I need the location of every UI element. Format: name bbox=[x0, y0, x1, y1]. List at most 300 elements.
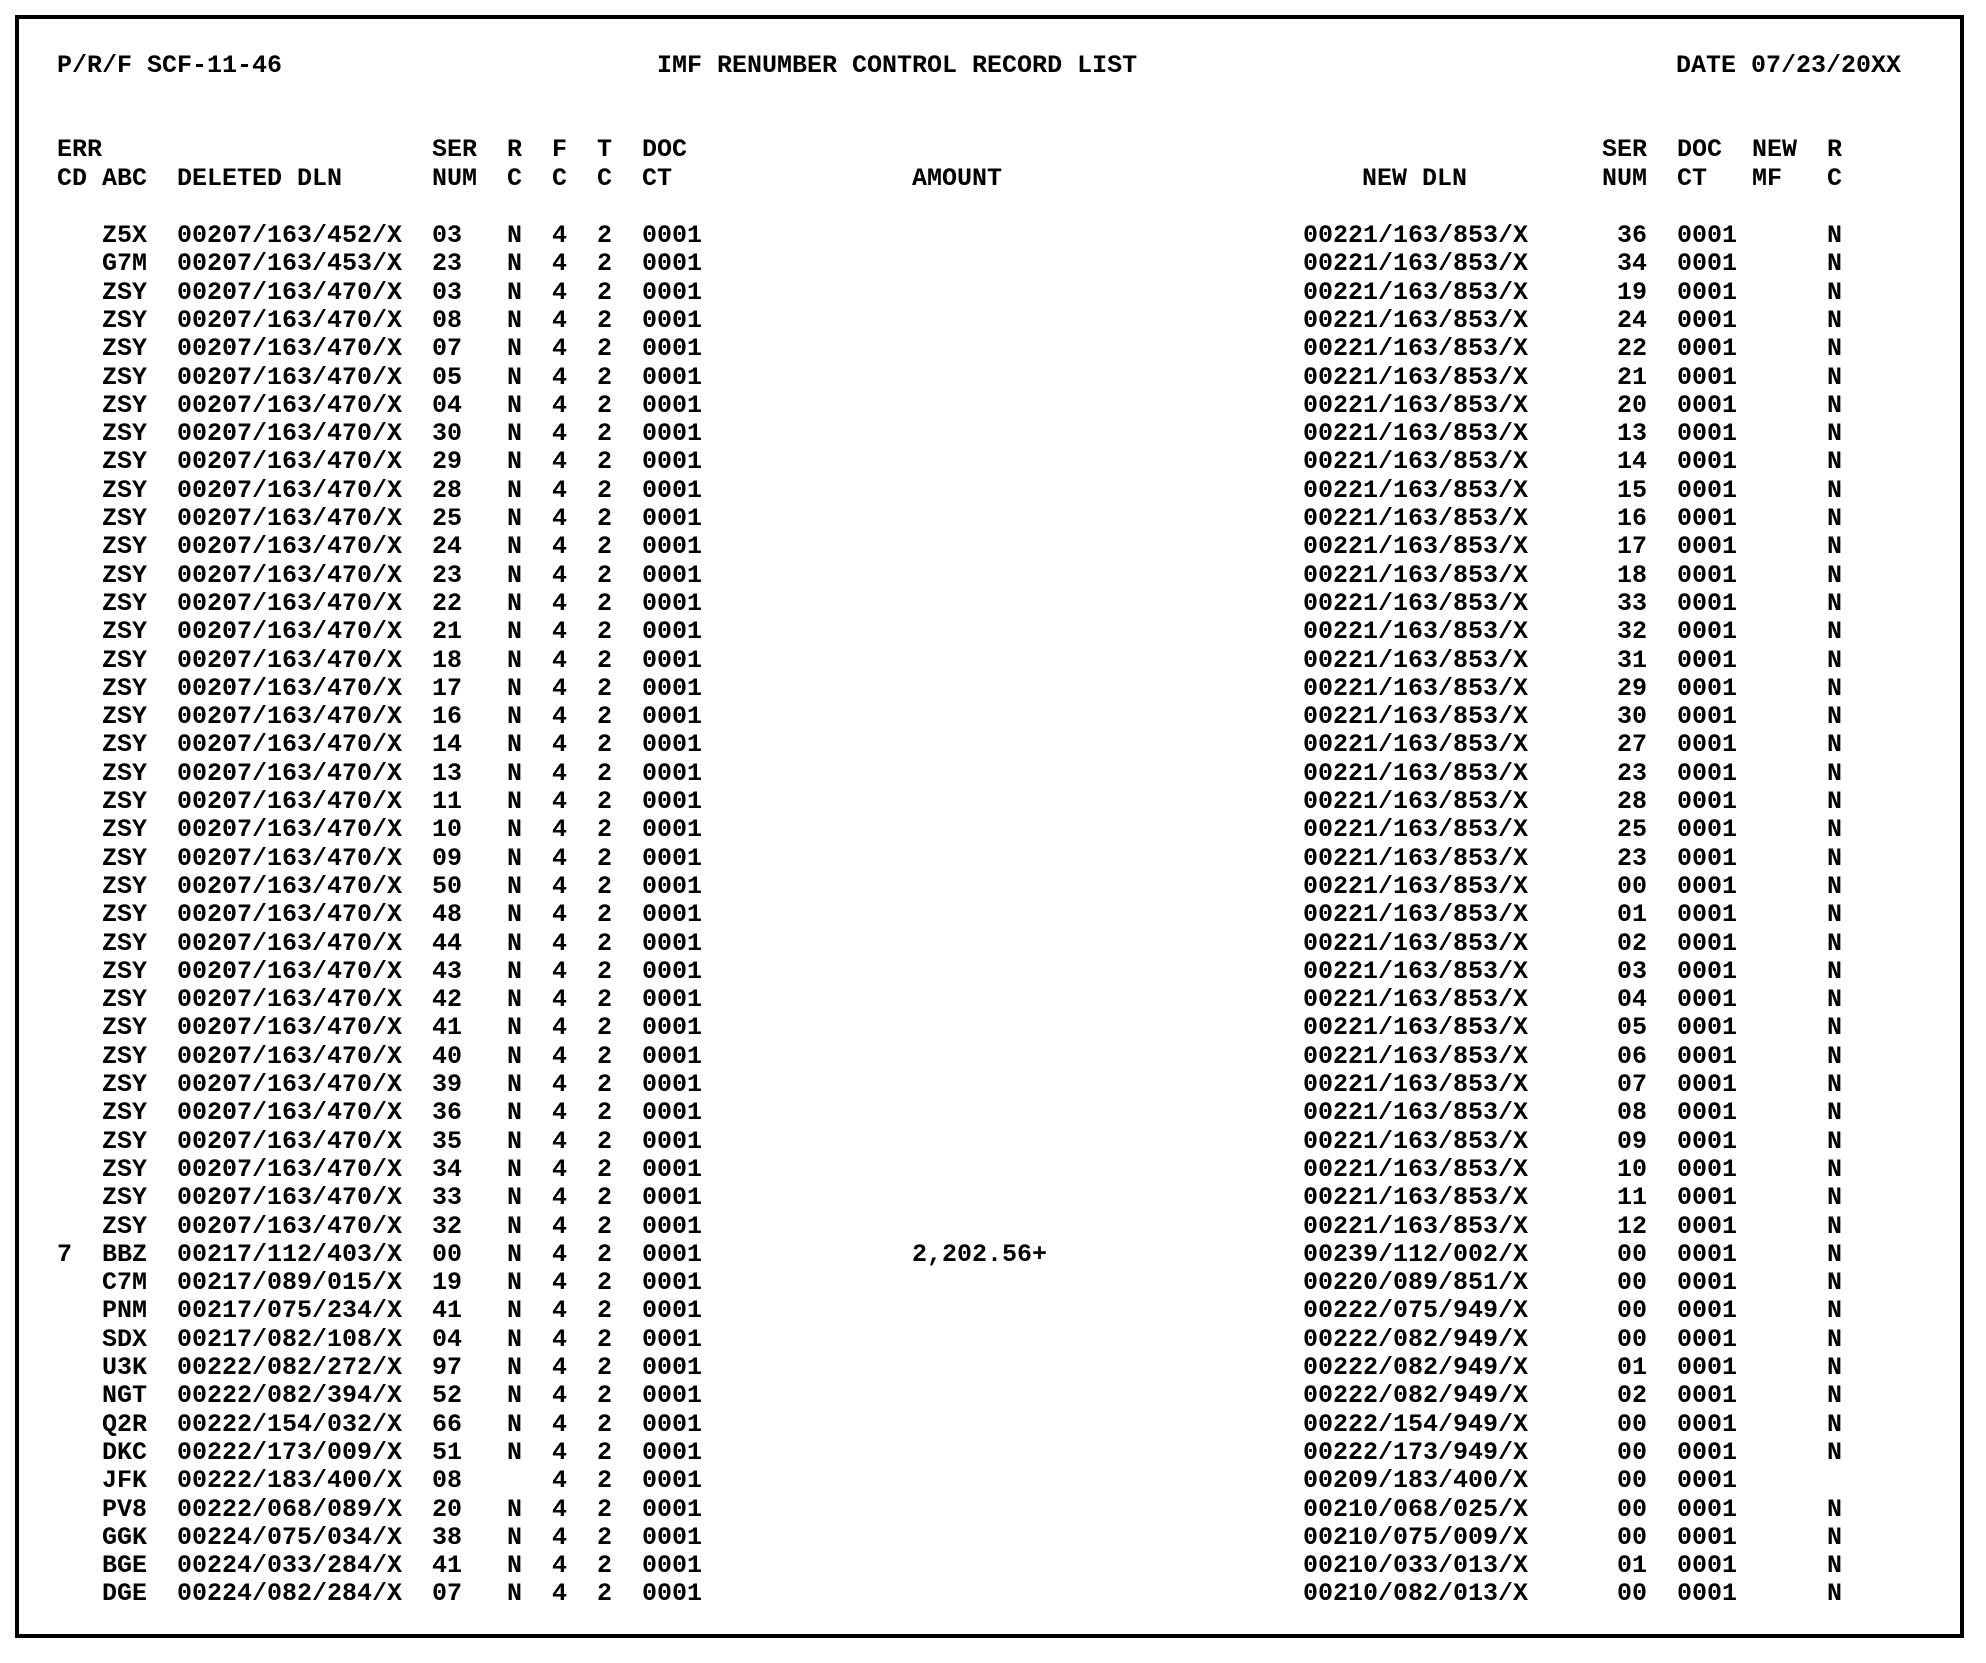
cell-rc: N bbox=[507, 334, 523, 364]
cell-deleted-dln: 00207/163/470/X bbox=[177, 645, 403, 675]
cell-new-doc-ct: 0001 bbox=[1677, 1579, 1738, 1609]
col-new-rc-1: R bbox=[1827, 135, 1843, 164]
col-ser-2: NUM bbox=[432, 164, 478, 193]
cell-tc: 2 bbox=[597, 1070, 613, 1099]
cell-deleted-dln: 00207/163/470/X bbox=[177, 390, 403, 420]
cell-ser: 28 bbox=[432, 475, 463, 505]
cell-ser: 42 bbox=[432, 985, 463, 1015]
cell-deleted-dln: 00207/163/470/X bbox=[177, 956, 403, 986]
cell-ser: 22 bbox=[432, 588, 463, 618]
cell-new-ser: 14 bbox=[1617, 447, 1648, 477]
cell-fc: 4 bbox=[552, 843, 568, 873]
cell-new-rc: N bbox=[1827, 1579, 1843, 1609]
cell-rc: N bbox=[507, 1098, 523, 1128]
cell-tc: 2 bbox=[597, 758, 613, 788]
cell-tc: 2 bbox=[597, 1579, 613, 1609]
cell-ser: 97 bbox=[432, 1353, 463, 1382]
cell-new-rc: N bbox=[1827, 1522, 1843, 1552]
cell-abc: ZSY bbox=[102, 900, 148, 930]
cell-deleted-dln: 00224/033/284/X bbox=[177, 1551, 403, 1581]
cell-new-doc-ct: 0001 bbox=[1677, 1211, 1738, 1241]
cell-doc-ct: 0001 bbox=[642, 1183, 703, 1213]
cell-fc: 4 bbox=[552, 221, 568, 250]
cell-deleted-dln: 00222/154/032/X bbox=[177, 1409, 403, 1439]
cell-new-rc: N bbox=[1827, 277, 1843, 307]
cell-new-ser: 00 bbox=[1617, 1437, 1648, 1467]
cell-new-doc-ct: 0001 bbox=[1677, 1268, 1738, 1298]
col-fc-1: F bbox=[552, 135, 568, 164]
cell-ser: 17 bbox=[432, 673, 463, 703]
col-err-2: CD bbox=[57, 164, 88, 193]
cell-new-dln: 00221/163/853/X bbox=[1303, 871, 1529, 901]
cell-new-doc-ct: 0001 bbox=[1677, 1551, 1738, 1581]
cell-deleted-dln: 00207/163/470/X bbox=[177, 1041, 403, 1071]
cell-tc: 2 bbox=[597, 362, 613, 392]
col-new-mf-2: MF bbox=[1752, 164, 1783, 193]
cell-new-rc: N bbox=[1827, 985, 1843, 1015]
cell-fc: 4 bbox=[552, 702, 568, 732]
cell-doc-ct: 0001 bbox=[642, 1466, 703, 1496]
cell-tc: 2 bbox=[597, 900, 613, 930]
cell-rc: N bbox=[507, 673, 523, 703]
cell-new-doc-ct: 0001 bbox=[1677, 419, 1738, 449]
cell-new-ser: 03 bbox=[1617, 956, 1648, 986]
cell-new-ser: 34 bbox=[1617, 249, 1648, 279]
cell-abc: Z5X bbox=[102, 221, 148, 250]
cell-new-rc: N bbox=[1827, 1324, 1843, 1354]
cell-deleted-dln: 00207/163/470/X bbox=[177, 532, 403, 562]
cell-abc: ZSY bbox=[102, 504, 148, 533]
cell-rc: N bbox=[507, 1409, 523, 1439]
cell-doc-ct: 0001 bbox=[642, 1013, 703, 1043]
cell-doc-ct: 0001 bbox=[642, 390, 703, 420]
cell-tc: 2 bbox=[597, 560, 613, 590]
cell-rc: N bbox=[507, 305, 523, 335]
cell-new-dln: 00221/163/853/X bbox=[1303, 1070, 1529, 1099]
cell-deleted-dln: 00207/163/470/X bbox=[177, 758, 403, 788]
cell-new-rc: N bbox=[1827, 334, 1843, 364]
cell-tc: 2 bbox=[597, 1466, 613, 1496]
col-new-doc-2: CT bbox=[1677, 164, 1708, 193]
cell-rc: N bbox=[507, 787, 523, 816]
cell-new-ser: 11 bbox=[1617, 1183, 1648, 1213]
cell-ser: 36 bbox=[432, 1098, 463, 1128]
cell-new-dln: 00210/033/013/X bbox=[1303, 1551, 1529, 1581]
cell-new-dln: 00221/163/853/X bbox=[1303, 787, 1529, 816]
cell-doc-ct: 0001 bbox=[642, 249, 703, 279]
cell-fc: 4 bbox=[552, 305, 568, 335]
cell-doc-ct: 0001 bbox=[642, 1381, 703, 1411]
cell-doc-ct: 0001 bbox=[642, 1494, 703, 1524]
cell-ser: 52 bbox=[432, 1381, 463, 1411]
cell-new-dln: 00210/075/009/X bbox=[1303, 1522, 1529, 1552]
cell-deleted-dln: 00207/163/470/X bbox=[177, 504, 403, 533]
cell-new-doc-ct: 0001 bbox=[1677, 1070, 1738, 1099]
cell-new-doc-ct: 0001 bbox=[1677, 617, 1738, 647]
cell-abc: ZSY bbox=[102, 843, 148, 873]
cell-new-dln: 00222/082/949/X bbox=[1303, 1353, 1529, 1382]
cell-tc: 2 bbox=[597, 871, 613, 901]
cell-new-dln: 00209/183/400/X bbox=[1303, 1466, 1529, 1496]
cell-ser: 04 bbox=[432, 390, 463, 420]
cell-fc: 4 bbox=[552, 419, 568, 449]
cell-rc: N bbox=[507, 1268, 523, 1298]
cell-new-doc-ct: 0001 bbox=[1677, 1296, 1738, 1326]
cell-new-dln: 00221/163/853/X bbox=[1303, 1041, 1529, 1071]
cell-abc: ZSY bbox=[102, 985, 148, 1015]
cell-abc: DKC bbox=[102, 1437, 148, 1467]
col-doc-1: DOC bbox=[642, 135, 688, 164]
cell-abc: GGK bbox=[102, 1522, 148, 1552]
cell-doc-ct: 0001 bbox=[642, 504, 703, 533]
cell-abc: G7M bbox=[102, 249, 148, 279]
cell-new-doc-ct: 0001 bbox=[1677, 900, 1738, 930]
cell-rc: N bbox=[507, 1211, 523, 1241]
cell-tc: 2 bbox=[597, 1211, 613, 1241]
cell-ser: 30 bbox=[432, 419, 463, 449]
cell-abc: ZSY bbox=[102, 815, 148, 845]
cell-deleted-dln: 00217/075/234/X bbox=[177, 1296, 403, 1326]
cell-tc: 2 bbox=[597, 504, 613, 533]
cell-deleted-dln: 00217/089/015/X bbox=[177, 1268, 403, 1298]
cell-abc: BGE bbox=[102, 1551, 148, 1581]
cell-tc: 2 bbox=[597, 1551, 613, 1581]
cell-doc-ct: 0001 bbox=[642, 1211, 703, 1241]
cell-new-dln: 00221/163/853/X bbox=[1303, 985, 1529, 1015]
col-new-dln: NEW DLN bbox=[1362, 164, 1468, 193]
cell-tc: 2 bbox=[597, 475, 613, 505]
cell-fc: 4 bbox=[552, 1041, 568, 1071]
cell-rc: N bbox=[507, 1437, 523, 1467]
cell-fc: 4 bbox=[552, 758, 568, 788]
cell-fc: 4 bbox=[552, 1494, 568, 1524]
cell-new-dln: 00221/163/853/X bbox=[1303, 1098, 1529, 1128]
cell-doc-ct: 0001 bbox=[642, 871, 703, 901]
cell-new-dln: 00221/163/853/X bbox=[1303, 588, 1529, 618]
cell-ser: 19 bbox=[432, 1268, 463, 1298]
cell-fc: 4 bbox=[552, 447, 568, 477]
cell-new-rc: N bbox=[1827, 928, 1843, 958]
cell-new-rc: N bbox=[1827, 645, 1843, 675]
cell-new-ser: 23 bbox=[1617, 758, 1648, 788]
cell-rc: N bbox=[507, 1013, 523, 1043]
cell-ser: 08 bbox=[432, 1466, 463, 1496]
cell-fc: 4 bbox=[552, 1466, 568, 1496]
col-rc-2: C bbox=[507, 164, 523, 193]
cell-new-doc-ct: 0001 bbox=[1677, 1381, 1738, 1411]
cell-fc: 4 bbox=[552, 1324, 568, 1354]
cell-new-rc: N bbox=[1827, 1353, 1843, 1382]
cell-new-rc: N bbox=[1827, 1494, 1843, 1524]
cell-doc-ct: 0001 bbox=[642, 815, 703, 845]
cell-new-ser: 00 bbox=[1617, 1268, 1648, 1298]
cell-ser: 24 bbox=[432, 532, 463, 562]
cell-abc: ZSY bbox=[102, 956, 148, 986]
cell-err: 7 bbox=[57, 1239, 73, 1269]
cell-fc: 4 bbox=[552, 730, 568, 760]
cell-abc: C7M bbox=[102, 1268, 148, 1298]
cell-new-ser: 15 bbox=[1617, 475, 1648, 505]
cell-new-doc-ct: 0001 bbox=[1677, 1126, 1738, 1156]
cell-new-doc-ct: 0001 bbox=[1677, 447, 1738, 477]
cell-tc: 2 bbox=[597, 1324, 613, 1354]
cell-fc: 4 bbox=[552, 1268, 568, 1298]
cell-ser: 09 bbox=[432, 843, 463, 873]
cell-doc-ct: 0001 bbox=[642, 334, 703, 364]
cell-doc-ct: 0001 bbox=[642, 1522, 703, 1552]
cell-abc: BBZ bbox=[102, 1239, 148, 1269]
cell-tc: 2 bbox=[597, 1013, 613, 1043]
cell-tc: 2 bbox=[597, 1098, 613, 1128]
cell-new-dln: 00222/082/949/X bbox=[1303, 1381, 1529, 1411]
cell-ser: 14 bbox=[432, 730, 463, 760]
cell-tc: 2 bbox=[597, 588, 613, 618]
cell-tc: 2 bbox=[597, 1409, 613, 1439]
cell-doc-ct: 0001 bbox=[642, 928, 703, 958]
cell-ser: 43 bbox=[432, 956, 463, 986]
cell-new-doc-ct: 0001 bbox=[1677, 730, 1738, 760]
cell-rc: N bbox=[507, 588, 523, 618]
cell-new-rc: N bbox=[1827, 1381, 1843, 1411]
cell-new-rc: N bbox=[1827, 1211, 1843, 1241]
cell-deleted-dln: 00222/082/394/X bbox=[177, 1381, 403, 1411]
cell-fc: 4 bbox=[552, 617, 568, 647]
cell-new-doc-ct: 0001 bbox=[1677, 1041, 1738, 1071]
cell-new-dln: 00221/163/853/X bbox=[1303, 956, 1529, 986]
col-new-mf-1: NEW bbox=[1752, 135, 1798, 164]
cell-doc-ct: 0001 bbox=[642, 588, 703, 618]
cell-fc: 4 bbox=[552, 871, 568, 901]
cell-abc: ZSY bbox=[102, 1126, 148, 1156]
cell-fc: 4 bbox=[552, 334, 568, 364]
cell-new-ser: 19 bbox=[1617, 277, 1648, 307]
cell-new-ser: 21 bbox=[1617, 362, 1648, 392]
cell-new-rc: N bbox=[1827, 1154, 1843, 1184]
cell-fc: 4 bbox=[552, 277, 568, 307]
cell-tc: 2 bbox=[597, 419, 613, 449]
cell-rc: N bbox=[507, 1494, 523, 1524]
cell-rc: N bbox=[507, 956, 523, 986]
cell-rc: N bbox=[507, 560, 523, 590]
cell-ser: 41 bbox=[432, 1551, 463, 1581]
cell-tc: 2 bbox=[597, 1154, 613, 1184]
cell-new-ser: 05 bbox=[1617, 1013, 1648, 1043]
cell-new-doc-ct: 0001 bbox=[1677, 1098, 1738, 1128]
cell-new-doc-ct: 0001 bbox=[1677, 871, 1738, 901]
cell-rc: N bbox=[507, 1183, 523, 1213]
cell-fc: 4 bbox=[552, 1551, 568, 1581]
cell-rc: N bbox=[507, 617, 523, 647]
cell-fc: 4 bbox=[552, 532, 568, 562]
cell-new-rc: N bbox=[1827, 390, 1843, 420]
cell-doc-ct: 0001 bbox=[642, 475, 703, 505]
cell-ser: 39 bbox=[432, 1070, 463, 1099]
cell-new-doc-ct: 0001 bbox=[1677, 588, 1738, 618]
cell-tc: 2 bbox=[597, 815, 613, 845]
col-tc-2: C bbox=[597, 164, 613, 193]
cell-new-ser: 02 bbox=[1617, 928, 1648, 958]
cell-abc: ZSY bbox=[102, 475, 148, 505]
cell-doc-ct: 0001 bbox=[642, 900, 703, 930]
cell-fc: 4 bbox=[552, 673, 568, 703]
cell-rc: N bbox=[507, 815, 523, 845]
cell-new-doc-ct: 0001 bbox=[1677, 277, 1738, 307]
cell-amount: 2,202.56+ bbox=[912, 1239, 1048, 1269]
cell-fc: 4 bbox=[552, 1154, 568, 1184]
cell-new-dln: 00221/163/853/X bbox=[1303, 334, 1529, 364]
cell-fc: 4 bbox=[552, 1437, 568, 1467]
cell-new-rc: N bbox=[1827, 815, 1843, 845]
cell-new-doc-ct: 0001 bbox=[1677, 560, 1738, 590]
cell-ser: 51 bbox=[432, 1437, 463, 1467]
cell-deleted-dln: 00222/183/400/X bbox=[177, 1466, 403, 1496]
col-doc-2: CT bbox=[642, 164, 673, 193]
cell-new-ser: 00 bbox=[1617, 871, 1648, 901]
cell-new-ser: 00 bbox=[1617, 1239, 1648, 1269]
cell-new-dln: 00222/082/949/X bbox=[1303, 1324, 1529, 1354]
cell-ser: 48 bbox=[432, 900, 463, 930]
cell-new-doc-ct: 0001 bbox=[1677, 305, 1738, 335]
cell-new-dln: 00221/163/853/X bbox=[1303, 447, 1529, 477]
cell-rc: N bbox=[507, 730, 523, 760]
col-ser-1: SER bbox=[432, 135, 478, 164]
cell-new-dln: 00221/163/853/X bbox=[1303, 560, 1529, 590]
cell-new-dln: 00221/163/853/X bbox=[1303, 362, 1529, 392]
cell-doc-ct: 0001 bbox=[642, 1437, 703, 1467]
cell-doc-ct: 0001 bbox=[642, 305, 703, 335]
cell-new-doc-ct: 0001 bbox=[1677, 1154, 1738, 1184]
cell-new-ser: 04 bbox=[1617, 985, 1648, 1015]
cell-deleted-dln: 00207/163/470/X bbox=[177, 588, 403, 618]
cell-deleted-dln: 00207/163/470/X bbox=[177, 871, 403, 901]
cell-ser: 11 bbox=[432, 787, 463, 816]
cell-abc: ZSY bbox=[102, 1013, 148, 1043]
col-fc-2: C bbox=[552, 164, 568, 193]
cell-deleted-dln: 00217/112/403/X bbox=[177, 1239, 403, 1269]
cell-ser: 16 bbox=[432, 702, 463, 732]
cell-ser: 05 bbox=[432, 362, 463, 392]
cell-new-dln: 00222/173/949/X bbox=[1303, 1437, 1529, 1467]
cell-new-dln: 00221/163/853/X bbox=[1303, 305, 1529, 335]
cell-rc: N bbox=[507, 702, 523, 732]
cell-deleted-dln: 00222/173/009/X bbox=[177, 1437, 403, 1467]
cell-new-dln: 00221/163/853/X bbox=[1303, 277, 1529, 307]
report-date: DATE 07/23/20XX bbox=[1676, 51, 1902, 80]
cell-tc: 2 bbox=[597, 985, 613, 1015]
cell-new-rc: N bbox=[1827, 1239, 1843, 1269]
cell-fc: 4 bbox=[552, 249, 568, 279]
col-deleted-dln: DELETED DLN bbox=[177, 164, 343, 193]
cell-deleted-dln: 00207/163/470/X bbox=[177, 1098, 403, 1128]
cell-doc-ct: 0001 bbox=[642, 1126, 703, 1156]
cell-ser: 38 bbox=[432, 1522, 463, 1552]
col-abc: ABC bbox=[102, 164, 148, 193]
cell-ser: 66 bbox=[432, 1409, 463, 1439]
cell-fc: 4 bbox=[552, 362, 568, 392]
cell-ser: 34 bbox=[432, 1154, 463, 1184]
cell-rc: N bbox=[507, 758, 523, 788]
col-new-doc-1: DOC bbox=[1677, 135, 1723, 164]
cell-new-doc-ct: 0001 bbox=[1677, 334, 1738, 364]
cell-doc-ct: 0001 bbox=[642, 1296, 703, 1326]
cell-new-ser: 33 bbox=[1617, 588, 1648, 618]
cell-rc: N bbox=[507, 447, 523, 477]
cell-new-rc: N bbox=[1827, 1183, 1843, 1213]
cell-deleted-dln: 00207/163/470/X bbox=[177, 475, 403, 505]
cell-abc: ZSY bbox=[102, 1098, 148, 1128]
cell-new-rc: N bbox=[1827, 475, 1843, 505]
cell-new-ser: 29 bbox=[1617, 673, 1648, 703]
cell-ser: 23 bbox=[432, 249, 463, 279]
cell-deleted-dln: 00207/163/470/X bbox=[177, 560, 403, 590]
cell-tc: 2 bbox=[597, 1126, 613, 1156]
cell-rc: N bbox=[507, 1551, 523, 1581]
cell-deleted-dln: 00207/163/470/X bbox=[177, 1154, 403, 1184]
cell-rc: N bbox=[507, 985, 523, 1015]
cell-new-rc: N bbox=[1827, 1296, 1843, 1326]
cell-fc: 4 bbox=[552, 985, 568, 1015]
cell-tc: 2 bbox=[597, 730, 613, 760]
cell-fc: 4 bbox=[552, 900, 568, 930]
cell-fc: 4 bbox=[552, 1239, 568, 1269]
cell-tc: 2 bbox=[597, 390, 613, 420]
cell-fc: 4 bbox=[552, 815, 568, 845]
cell-tc: 2 bbox=[597, 1437, 613, 1467]
cell-new-ser: 10 bbox=[1617, 1154, 1648, 1184]
cell-new-ser: 31 bbox=[1617, 645, 1648, 675]
cell-doc-ct: 0001 bbox=[642, 277, 703, 307]
cell-new-dln: 00221/163/853/X bbox=[1303, 419, 1529, 449]
cell-ser: 23 bbox=[432, 560, 463, 590]
cell-new-dln: 00210/082/013/X bbox=[1303, 1579, 1529, 1609]
cell-tc: 2 bbox=[597, 1494, 613, 1524]
cell-doc-ct: 0001 bbox=[642, 1070, 703, 1099]
cell-rc: N bbox=[507, 1522, 523, 1552]
cell-new-doc-ct: 0001 bbox=[1677, 985, 1738, 1015]
cell-doc-ct: 0001 bbox=[642, 617, 703, 647]
cell-new-doc-ct: 0001 bbox=[1677, 928, 1738, 958]
cell-deleted-dln: 00207/163/470/X bbox=[177, 730, 403, 760]
cell-deleted-dln: 00207/163/470/X bbox=[177, 928, 403, 958]
cell-fc: 4 bbox=[552, 1579, 568, 1609]
cell-new-dln: 00221/163/853/X bbox=[1303, 673, 1529, 703]
cell-new-dln: 00221/163/853/X bbox=[1303, 758, 1529, 788]
cell-new-ser: 09 bbox=[1617, 1126, 1648, 1156]
cell-new-ser: 22 bbox=[1617, 334, 1648, 364]
cell-abc: ZSY bbox=[102, 673, 148, 703]
cell-fc: 4 bbox=[552, 1211, 568, 1241]
cell-tc: 2 bbox=[597, 787, 613, 816]
cell-ser: 29 bbox=[432, 447, 463, 477]
cell-fc: 4 bbox=[552, 1126, 568, 1156]
cell-new-ser: 00 bbox=[1617, 1494, 1648, 1524]
cell-doc-ct: 0001 bbox=[642, 532, 703, 562]
cell-new-dln: 00221/163/853/X bbox=[1303, 843, 1529, 873]
cell-rc: N bbox=[507, 1579, 523, 1609]
cell-deleted-dln: 00222/068/089/X bbox=[177, 1494, 403, 1524]
cell-doc-ct: 0001 bbox=[642, 730, 703, 760]
cell-ser: 32 bbox=[432, 1211, 463, 1241]
cell-tc: 2 bbox=[597, 532, 613, 562]
cell-tc: 2 bbox=[597, 702, 613, 732]
cell-abc: ZSY bbox=[102, 702, 148, 732]
cell-new-doc-ct: 0001 bbox=[1677, 1353, 1738, 1382]
cell-tc: 2 bbox=[597, 617, 613, 647]
cell-new-ser: 01 bbox=[1617, 900, 1648, 930]
cell-deleted-dln: 00207/163/470/X bbox=[177, 985, 403, 1015]
cell-rc: N bbox=[507, 390, 523, 420]
cell-deleted-dln: 00207/163/470/X bbox=[177, 419, 403, 449]
